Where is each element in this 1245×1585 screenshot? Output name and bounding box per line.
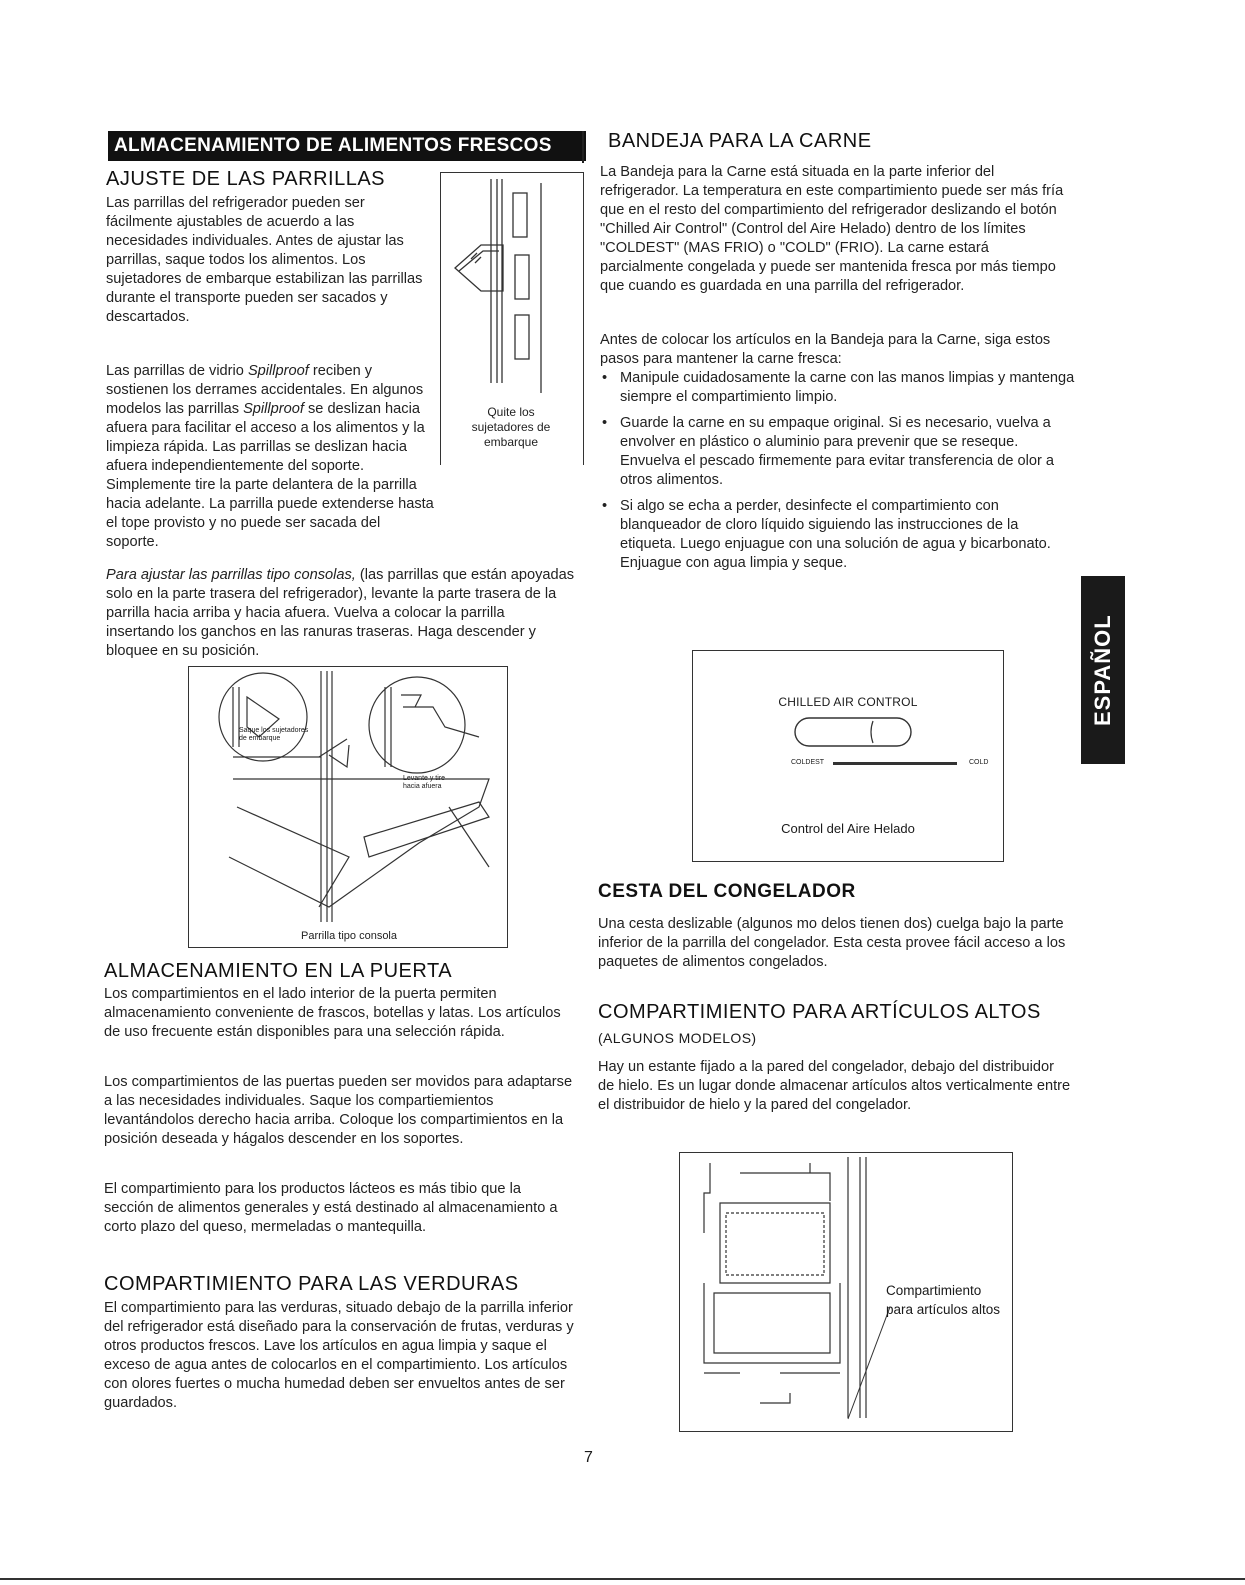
heading-parrillas: AJUSTE DE LAS PARRILLAS: [106, 168, 385, 190]
figure-caption-tall-items: Compartimiento para artículos altos: [886, 1283, 1001, 1317]
paragraph-bandeja-2: Antes de colocar los artículos en la Bandeja para la Carne, siga estos pasos para mantener la carne fresca:: [600, 332, 1051, 367]
banner-rule: [582, 131, 584, 163]
slider-oval: [793, 715, 913, 749]
heading-altos-sub: (ALGUNOS MODELOS): [598, 1030, 757, 1046]
control-title: CHILLED AIR CONTROL: [778, 695, 918, 709]
figure-console-shelf: [188, 666, 508, 948]
list-item: • Si algo se echa a perder, desinfecte el compartimiento con blanqueador de cloro líquido siguiendo las instrucciones de la etiqueta. Luego enjuague con una solución de agua y bicarbonato. Enjuague con agua limpia y seque.: [600, 497, 1076, 573]
list-item: • Manipule cuidadosamente la carne con las manos limpias y mantenga siempre el compartimiento limpio.: [600, 369, 1076, 407]
paragraph-verduras: El compartimiento para las verduras, situado debajo de la parrilla inferior del refrigerador está diseñado para la conservación de frutas, verduras y otros productos frescos. Lave los artículos en agua limpia y saque el exceso de agua antes de colocarlos en el compartimiento. Los artículos con olores fuertes o mucha humedad deben ser envueltos antes de ser guardados.: [104, 1300, 574, 1411]
figure-tall-items: [679, 1152, 1013, 1432]
paragraph-puerta-1: Los compartimientos en el lado interior de la puerta permiten almacenamiento conveniente de frascos, botellas y latas. Los artículos de uso frecuente están disponibles para una selección rápida.: [104, 986, 561, 1040]
control-label-cold: COLD: [969, 759, 989, 766]
page-number: 7: [584, 1449, 593, 1466]
figure-caption-console: Parrilla tipo consola: [301, 930, 397, 942]
control-label-coldest: COLDEST: [791, 759, 825, 766]
figure-caption-control: Control del Aire Helado: [781, 821, 915, 836]
shelf-clip-illustration: [441, 173, 583, 403]
bullet-list: [600, 369, 1076, 573]
paragraph-cesta: Una cesta deslizable (algunos mo delos tienen dos) cuelga bajo la parte inferior de la parrilla del congelador. Esta cesta provee fácil acceso a los paquetes de alimentos congelados.: [598, 916, 1066, 970]
heading-puerta: ALMACENAMIENTO EN LA PUERTA: [104, 960, 453, 982]
paragraph-puerta-3: El compartimiento para los productos lácteos es más tibio que la sección de alimentos generales y está destinado al almacenamiento a corto plazo del queso, mermeladas o mantequilla.: [104, 1181, 558, 1235]
paragraph-puerta-2: Los compartimientos de las puertas pueden ser movidos para adaptarse a las necesidades individuales. Saque los compartiemientos levantándolos derecho hacia arriba. Coloque los compartimientos en la posición deseada y hágalos descender en los soportes.: [104, 1074, 573, 1147]
paragraph-parrillas-1: Las parrillas del refrigerador pueden ser fácilmente ajustables de acuerdo a las necesidades individuales. Antes de ajustar las parrillas, saque todos los alimentos. Los sujetadores de embarque estabilizan las parrillas durante el transporte pueden ser sacados y descartados.: [106, 195, 423, 325]
control-scale-bar: [833, 762, 957, 765]
figure-label-lift: Levante y tire hacia afuera: [403, 775, 446, 790]
list-item: • Guarde la carne en su empaque original. Si es necesario, vuelva a envolver en plástico o aluminio para prevenir que se reseque. Envuelva el pescado firmemente para evitar transferencia de olor a otros alimentos.: [600, 414, 1076, 490]
callout-line: [844, 1303, 894, 1423]
figure-label-remove-clips: Saque los sujetadores de embarque: [239, 727, 309, 742]
figure-shelf-clips: [440, 172, 584, 465]
paragraph-parrillas-2: Las parrillas de vidrio Spillproof reciben y sostienen los derrames accidentales. En algunos modelos las parrillas Spillproof se deslizan hacia afuera para facilitar el acceso a los alimentos y la limpieza rápida. Las parrillas se deslizan hacia afuera independientemente del soporte. Simplemente tire la parte delantera de la parrilla hacia adelante. La parrilla puede extenderse hasta el tope provisto y no puede ser sacada del soporte.: [106, 363, 434, 550]
page-bottom-edge: [0, 1578, 1245, 1580]
console-shelf-illustration: [189, 667, 507, 927]
heading-verduras: COMPARTIMIENTO PARA LAS VERDURAS: [104, 1273, 519, 1295]
figure-chilled-air-control: [692, 650, 1004, 862]
paragraph-bandeja-1: La Bandeja para la Carne está situada en la parte inferior del refrigerador. La temperatura en este compartimiento puede ser más fría que en el resto del compartimiento del refrigerador deslizando el botón "Chilled Air Control" (Control del Aire Helado) dentro de los límites "COLDEST" (MAS FRIO) o "COLD" (FRIO). La carne estará parcialmente congelada y puede ser mantenida fresca por más tiempo que cuando es guardada en una parrilla del refrigerador.: [600, 164, 1064, 294]
figure-caption-clips: Quite los sujetadores de embarque: [471, 405, 551, 449]
language-tab: ESPAÑOL: [1081, 576, 1125, 764]
section-banner: ALMACENAMIENTO DE ALIMENTOS FRESCOS: [108, 131, 586, 161]
paragraph-altos: Hay un estante fijado a la pared del congelador, debajo del distribuidor de hielo. Es un lugar donde almacenar artículos altos verticalmente entre el distribuidor de hielo y la pared del congelador.: [598, 1059, 1071, 1113]
paragraph-consolas: Para ajustar las parrillas tipo consolas, (las parrillas que están apoyadas solo en la parte trasera del refrigerador), levante la parte trasera de la parrilla hacia arriba y hacia afuera. Vuelva a colocar la parrilla insertando los ganchos en las ranuras traseras. Haga descender y bloquee en su posición.: [106, 567, 575, 659]
heading-cesta: CESTA DEL CONGELADOR: [598, 881, 856, 902]
heading-altos: COMPARTIMIENTO PARA ARTÍCULOS ALTOS: [598, 1001, 1041, 1023]
heading-bandeja: BANDEJA PARA LA CARNE: [608, 130, 872, 152]
